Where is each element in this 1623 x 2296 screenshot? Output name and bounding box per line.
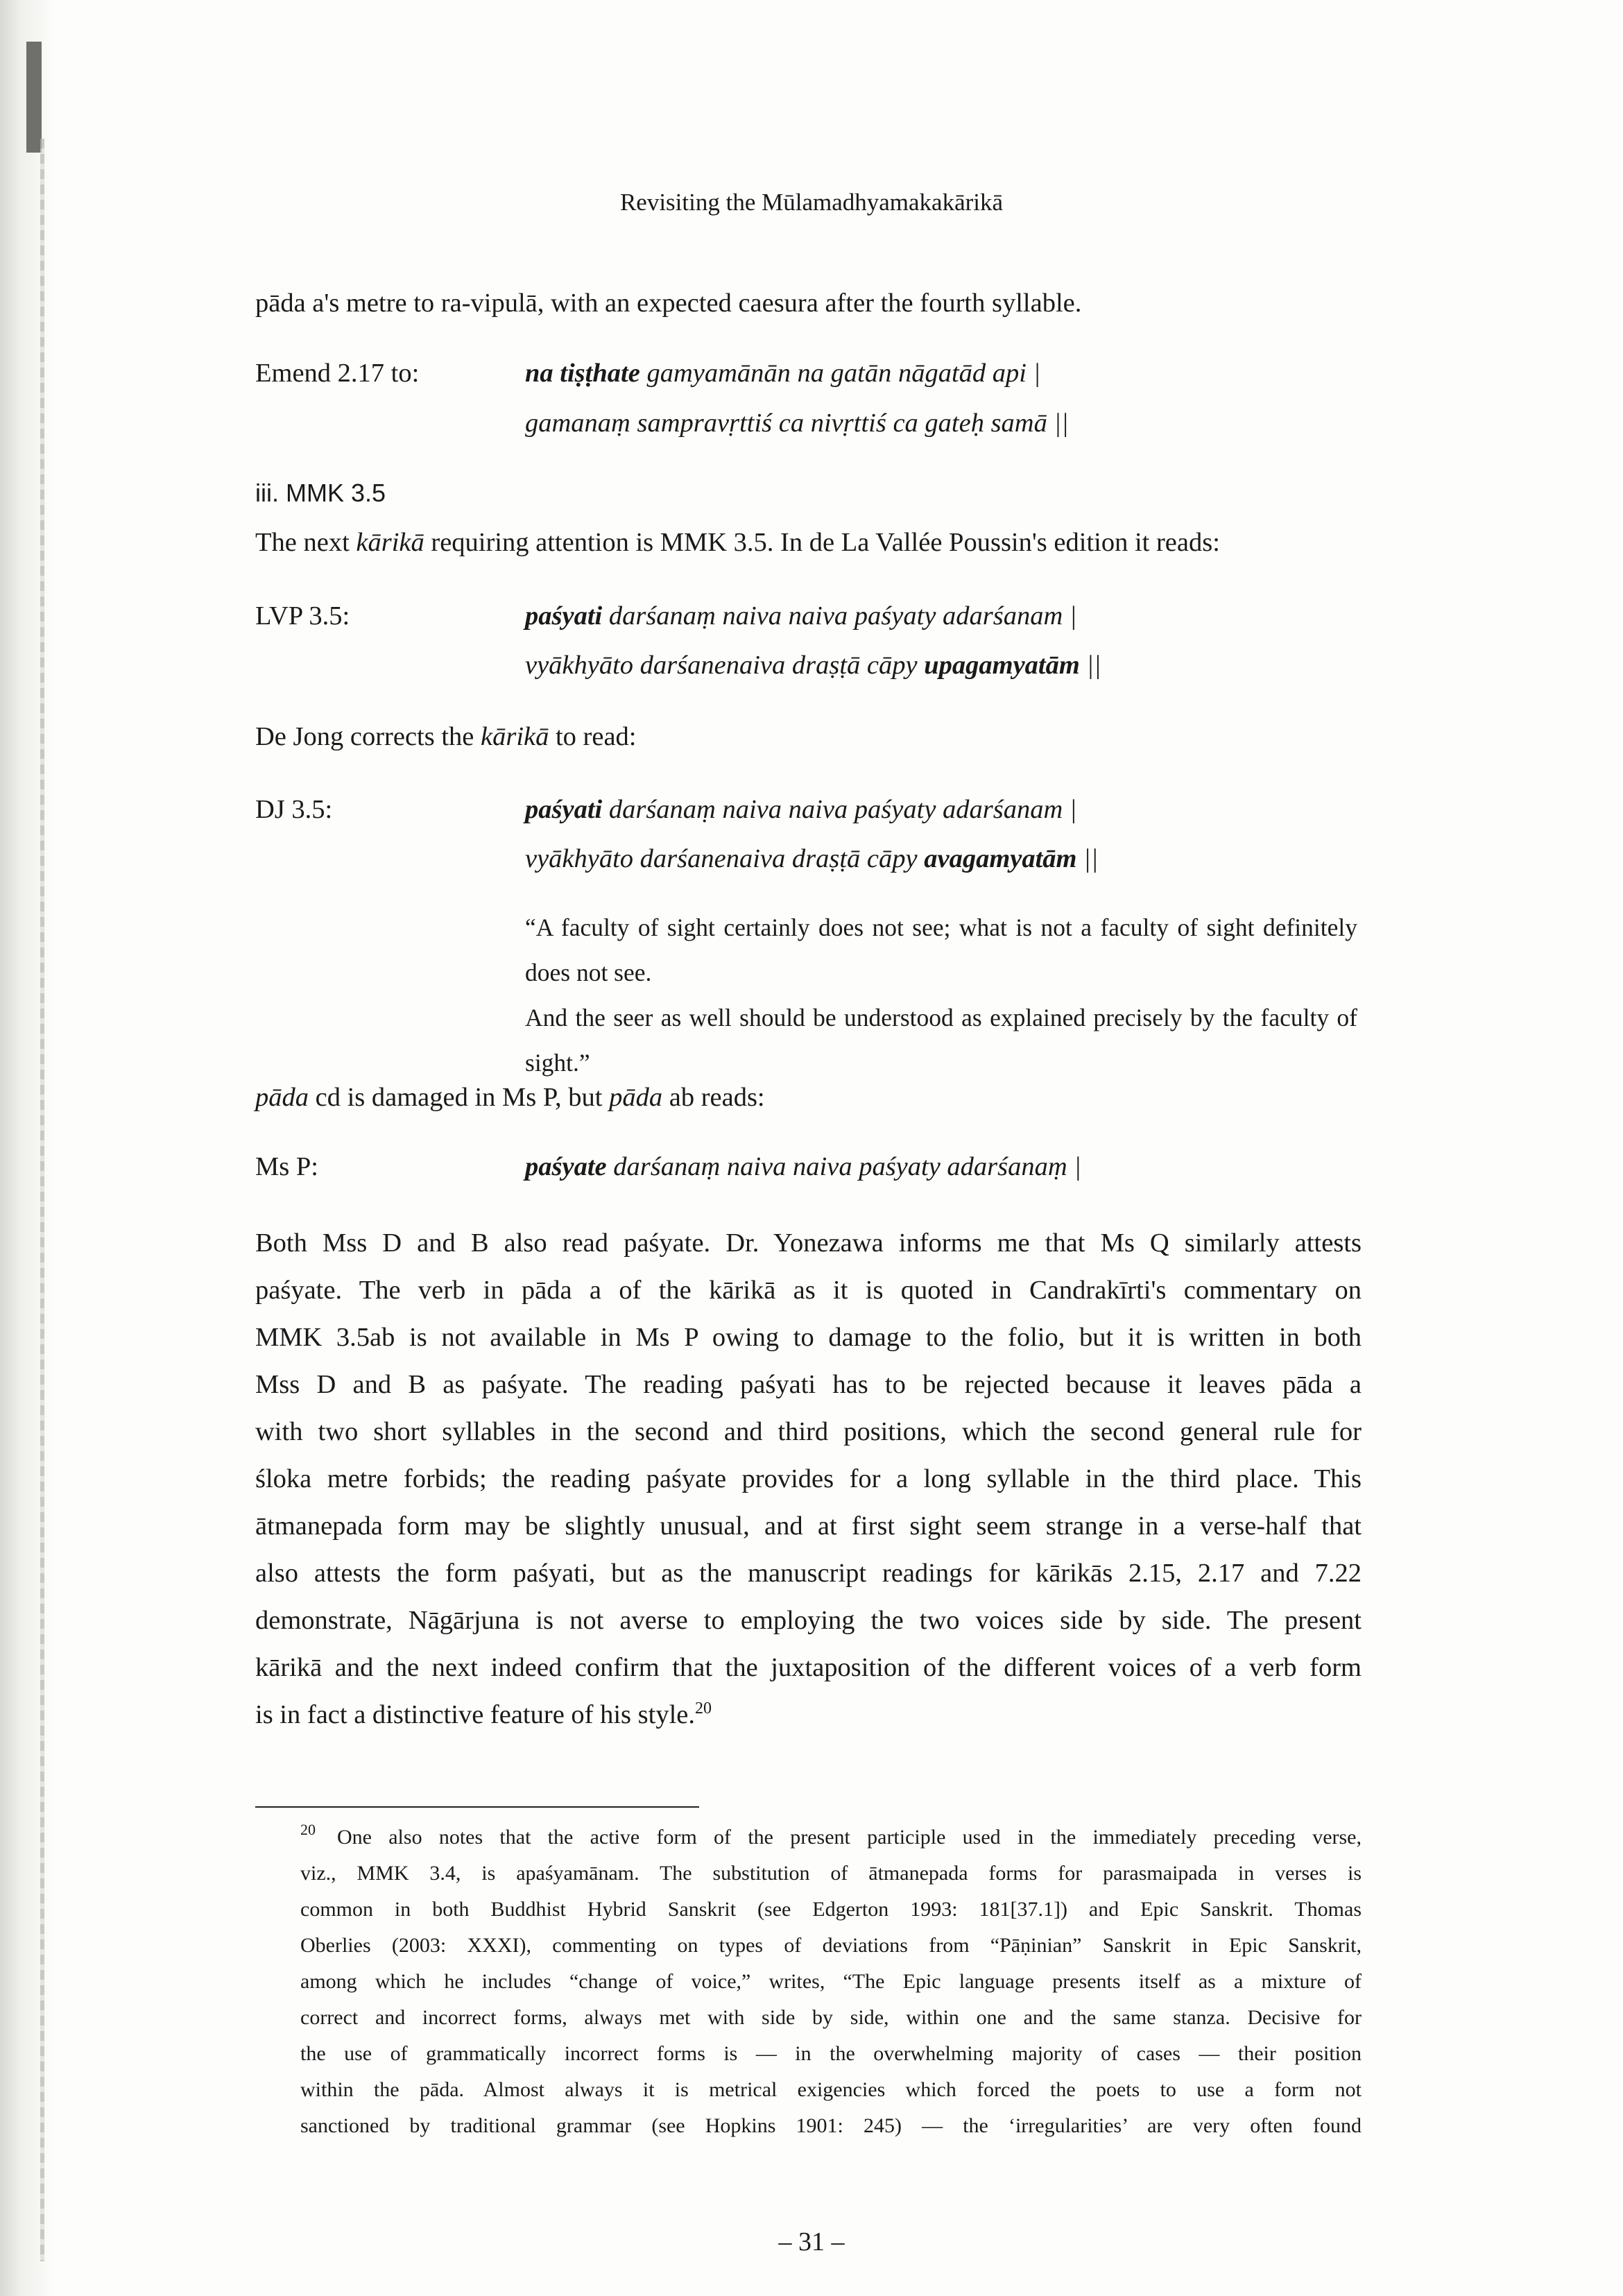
footnote-line-3: common in both Buddhist Hybrid Sanskrit (see Edgerton 1993: 181[37.1]) and Epic Sanskrit. Thomas (300, 1898, 1362, 1921)
body-line-4: Mss D and B as paśyate. The reading paśyati has to be rejected because it leaves pāda a (255, 1370, 1362, 1399)
footnote-line-1: One also notes that the active form of the present participle used in the immediately preceding verse, (337, 1826, 1362, 1849)
body-line-3: MMK 3.5ab is not available in Ms P owing to damage to the folio, but it is written in both (255, 1323, 1362, 1352)
footnote-line-6: correct and incorrect forms, always met with side by side, within one and the same stanza. Decisive for (300, 2006, 1362, 2029)
emend-verse-bold: na tiṣṭhate (525, 359, 640, 388)
spine-edge (40, 139, 44, 2261)
dj-verse-line-2 (525, 843, 1098, 874)
msp-verse-rest: darśanaṃ naiva naiva paśyaty adarśanaṃ | (606, 1152, 1081, 1181)
footnote-line-7: the use of grammatically incorrect forms is — in the overwhelming majority of cases — their position (300, 2042, 1362, 2065)
lvp-verse-line-2 (525, 650, 1101, 680)
dj-verse-line-1-rest: darśanaṃ naiva naiva paśyaty adarśanam | (602, 795, 1077, 824)
dj-verse-line-1 (525, 794, 1077, 825)
para3-start: De Jong corrects the (255, 722, 481, 751)
para3-end: to read: (549, 722, 637, 751)
paragraph-next-karika (255, 527, 1220, 558)
para4-pada-1: pāda (255, 1083, 309, 1112)
para4-mid: cd is damaged in Ms P, but (309, 1083, 610, 1112)
emend-verse-line-1-rest: gamyamānān na gatān nāgatād api | (639, 359, 1041, 388)
body-line-7: ātmanepada form may be slightly unusual, and at first sight seem strange in a verse-half that (255, 1511, 1362, 1541)
translation-line-1: “A faculty of sight certainly does not see; what is not a faculty of sight definitely does not see. (525, 914, 1357, 986)
paragraph-pada-metre: pāda a's metre to ra-vipulā, with an expected caesura after the fourth syllable. (255, 289, 1082, 318)
emend-label: Emend 2.17 to: (255, 359, 420, 388)
para2-end: requiring attention is MMK 3.5. In de La Vallée Poussin's edition it reads: (424, 528, 1220, 557)
lvp-verse-bold-1: paśyati (525, 601, 603, 631)
msp-label: Ms P: (255, 1152, 318, 1181)
scan-binding-shadow (0, 0, 55, 2296)
binding-mark (26, 42, 42, 153)
body-line-11 (255, 1699, 712, 1730)
para4-pada-2: pāda (609, 1083, 663, 1112)
footnote-line-9: sanctioned by traditional grammar (see Hopkins 1901: 245) — the ‘irregularities’ are very often found (300, 2114, 1362, 2137)
lvp-verse-line-2-start: vyākhyāto darśanenaiva draṣṭā cāpy (525, 651, 925, 680)
emend-verse-line-2: gamanaṃ sampravṛttiś ca nivṛttiś ca gateḥ samā || (525, 409, 1069, 438)
dj-verse-line-2-start: vyākhyāto darśanenaiva draṣṭā cāpy (525, 844, 925, 873)
lvp-verse-line-1-rest: darśanaṃ naiva naiva paśyaty adarśanam | (602, 601, 1077, 631)
footnote-number: 20 (300, 1821, 316, 1838)
translation (525, 905, 1357, 1086)
footnote-rule (255, 1806, 699, 1808)
body-line-11-text: is in fact a distinctive feature of his style. (255, 1700, 695, 1729)
lvp-verse-bold-2: upagamyatām (924, 651, 1080, 680)
footnote-line-2: viz., MMK 3.4, is apaśyamānam. The substitution of ātmanepada forms for parasmaipada in verses is (300, 1862, 1362, 1885)
dj-verse-bold-2: avagamyatām (924, 844, 1077, 873)
dj-label: DJ 3.5: (255, 795, 333, 824)
para3-karika: kārikā (481, 722, 549, 751)
para2-start: The next (255, 528, 357, 557)
lvp-verse-line-1 (525, 601, 1077, 631)
dj-verse-bold-1: paśyati (525, 795, 603, 824)
body-line-10: kārikā and the next indeed confirm that the juxtaposition of the different voices of a verb form (255, 1653, 1362, 1682)
paragraph-pada-damaged (255, 1082, 765, 1113)
lvp-label: LVP 3.5: (255, 601, 350, 631)
para2-karika: kārikā (356, 528, 424, 557)
footnote-line-8: within the pāda. Almost always it is metrical exigencies which forced the poets to use a form not (300, 2078, 1362, 2101)
footnote-line-5: among which he includes “change of voice,” writes, “The Epic language presents itself as a mixture of (300, 1970, 1362, 1993)
lvp-verse-line-2-end: || (1079, 651, 1101, 680)
body-line-1: Both Mss D and B also read paśyate. Dr. Yonezawa informs me that Ms Q similarly attests (255, 1228, 1362, 1258)
msp-verse-line (525, 1151, 1081, 1182)
body-line-9: demonstrate, Nāgārjuna is not averse to employing the two voices side by side. The present (255, 1606, 1362, 1635)
page-number: – 31 – (778, 2227, 845, 2256)
section-heading: iii. MMK 3.5 (255, 479, 386, 507)
body-line-8: also attests the form paśyati, but as the manuscript readings for kārikās 2.15, 2.17 and 7.22 (255, 1559, 1362, 1588)
body-line-5: with two short syllables in the second and third positions, which the second general rule for (255, 1417, 1362, 1446)
footnote-ref[interactable]: 20 (695, 1699, 712, 1718)
running-header: Revisiting the Mūlamadhyamakakārikā (619, 189, 1004, 216)
para4-end: ab reads: (662, 1083, 765, 1112)
body-line-2: paśyate. The verb in pāda a of the kārikā as it is quoted in Candrakīrti's commentary on (255, 1276, 1362, 1305)
emend-verse-line-1 (525, 358, 1040, 388)
paragraph-de-jong (255, 721, 637, 752)
translation-line-2: And the seer as well should be understood as explained precisely by the faculty of sight.” (525, 1004, 1357, 1077)
body-line-6: śloka metre forbids; the reading paśyate provides for a long syllable in the third place. This (255, 1464, 1362, 1493)
msp-verse-bold: paśyate (525, 1152, 607, 1181)
footnote-line-4: Oberlies (2003: XXXI), commenting on types of deviations from “Pāṇinian” Sanskrit in Epic Sanskrit, (300, 1934, 1362, 1957)
dj-verse-line-2-end: || (1076, 844, 1099, 873)
